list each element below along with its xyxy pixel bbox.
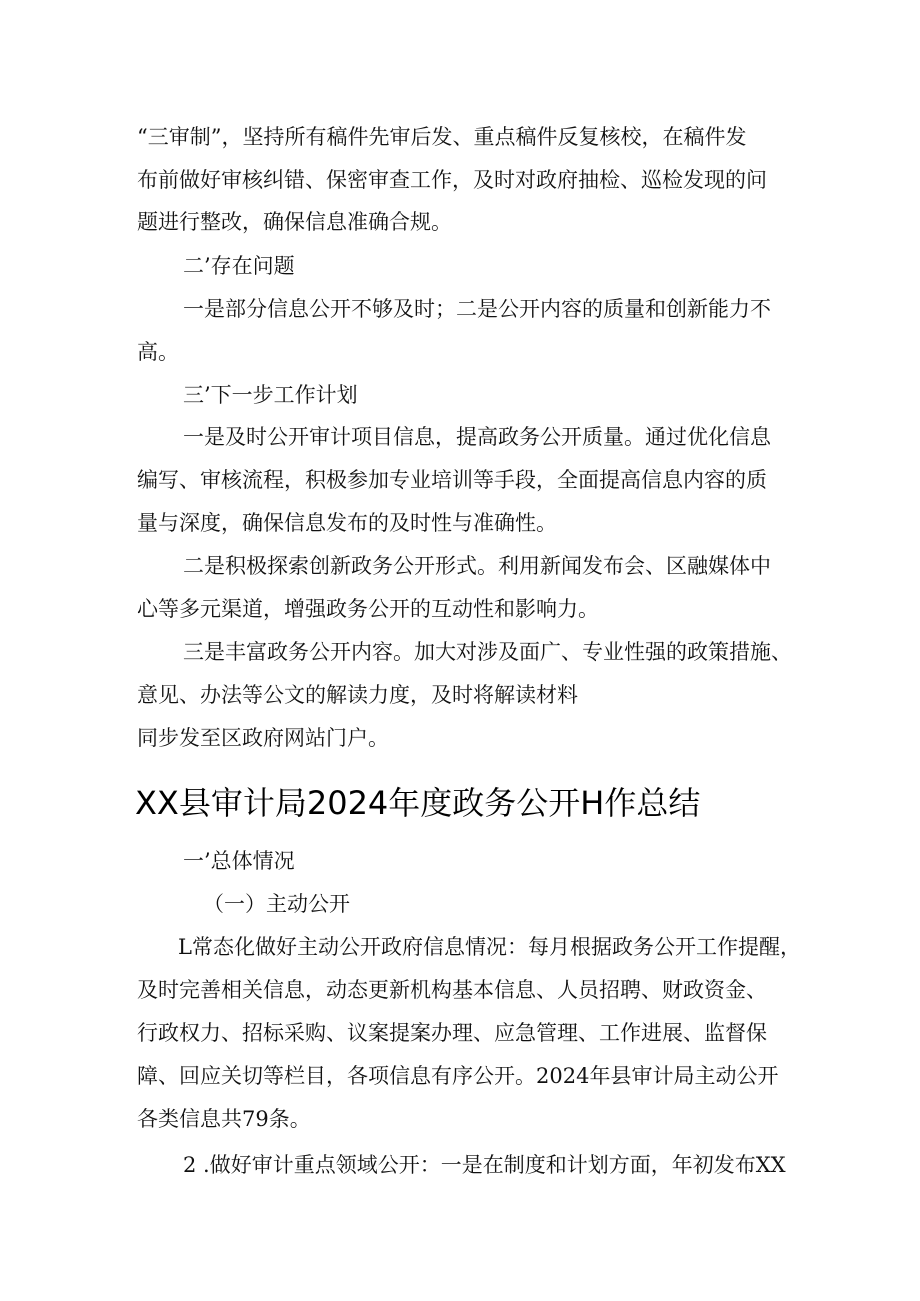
subsection-heading-active-disclosure: （一）主动公开	[203, 892, 350, 916]
paragraph-line: 一是及时公开审计项目信息，提高政务公开质量。通过优化信息	[183, 425, 771, 449]
paragraph-line: 二是积极探索创新政务公开形式。利用新闻发布会、区融媒体中	[183, 554, 771, 578]
paragraph-line: L常态化做好主动公开政府信息情况：每月根据政务公开工作提醒，	[178, 935, 801, 959]
paragraph-line: 一是部分信息公开不够及时；二是公开内容的质量和创新能力不	[183, 297, 771, 321]
paragraph-line: 各类信息共79条。	[137, 1107, 311, 1131]
paragraph-line: 编写、审核流程，积极参加专业培训等手段，全面提高信息内容的质	[137, 468, 767, 492]
paragraph-line: 及时完善相关信息，动态更新机构基本信息、人员招聘、财政资金、	[137, 978, 767, 1002]
section-heading-problems: 二’存在问题	[183, 254, 295, 278]
paragraph-line: 高。	[137, 340, 179, 364]
paragraph-line: 行政权力、招标采购、议案提案办理、应急管理、工作进展、监督保	[137, 1021, 767, 1045]
paragraph-line: 2 .做好审计重点领域公开：一是在制度和计划方面，年初发布XX	[183, 1153, 786, 1177]
paragraph-line: 同步发至区政府网站门户。	[137, 726, 389, 750]
paragraph-line: 障、回应关切等栏目，各项信息有序公开。2024年县审计局主动公开	[137, 1064, 779, 1088]
paragraph-line: 心等多元渠道，增强政务公开的互动性和影响力。	[137, 597, 599, 621]
section-heading-overview: 一’总体情况	[183, 849, 295, 873]
paragraph-line: 题进行整改，确保信息准确合规。	[137, 210, 452, 234]
paragraph-line: 三是丰富政务公开内容。加大对涉及面广、专业性强的政策措施、	[183, 640, 792, 664]
paragraph-line: 布前做好审核纠错、保密审查工作，及时对政府抽检、巡检发现的问	[137, 168, 767, 192]
document-title: XX县审计局2024年度政务公开H作总结	[135, 784, 701, 822]
paragraph-line: 量与深度，确保信息发布的及时性与准确性。	[137, 511, 557, 535]
section-heading-next-plan: 三’下一步工作计划	[183, 383, 358, 407]
paragraph-line: “三审制”，坚持所有稿件先审后发、重点稿件反复核校，在稿件发	[137, 125, 747, 149]
paragraph-line: 意见、办法等公文的解读力度，及时将解读材料	[137, 683, 578, 707]
